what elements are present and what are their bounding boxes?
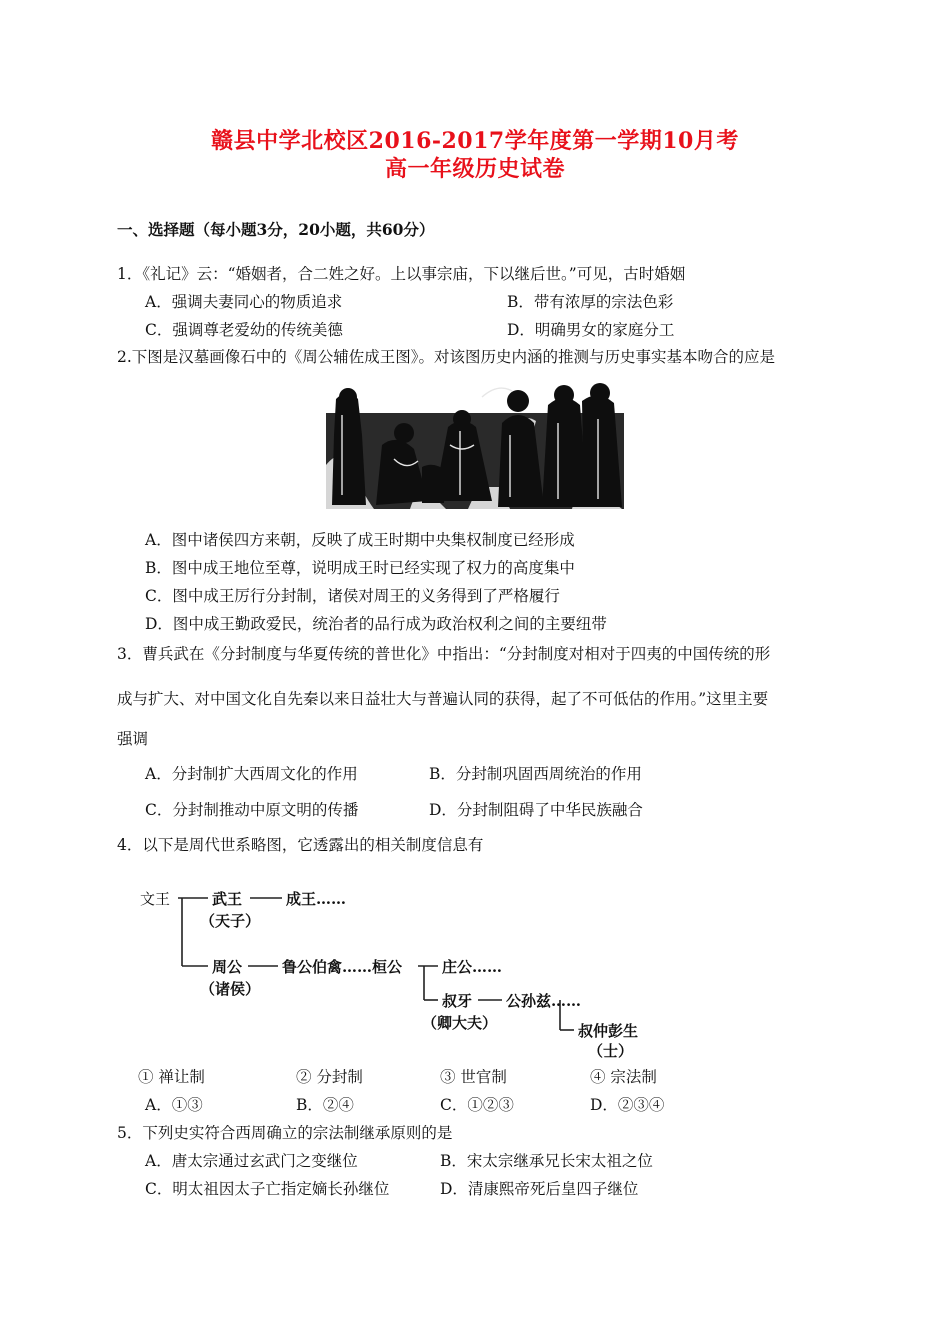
exam-subtitle: 高一年级历史试卷 bbox=[384, 156, 565, 182]
node-zhuhou: （诸侯） bbox=[200, 980, 261, 998]
q4-option-b: B．②④ bbox=[296, 1096, 354, 1114]
node-tianzi: （天子） bbox=[200, 912, 261, 930]
section-heading: 一、选择题（每小题3分，20小题，共60分） bbox=[117, 220, 435, 239]
q1-option-c: C．强调尊老爱幼的传统美德 bbox=[145, 321, 343, 339]
node-qingdafu: （卿大夫） bbox=[422, 1014, 498, 1032]
node-wenwang: 文王 bbox=[140, 890, 171, 908]
node-shuzhong: 叔仲彭生 bbox=[578, 1022, 639, 1040]
q5-option-d: D．清康熙帝死后皇四子继位 bbox=[440, 1180, 639, 1198]
q2-stem: 2.下图是汉墓画像石中的《周公辅佐成王图》。对该图历史内涵的推测与历史事实基本吻合的应是 bbox=[117, 348, 776, 366]
q4-option-c: C．①②③ bbox=[440, 1096, 514, 1114]
node-chengwang: 成王…… bbox=[286, 890, 347, 908]
node-gongsun: 公孙兹…… bbox=[506, 992, 582, 1010]
exam-title: 赣县中学北校区2016-2017学年度第一学期10月考 bbox=[211, 128, 739, 154]
q4-option-a: A．①③ bbox=[145, 1096, 203, 1114]
node-shuya: 叔牙 bbox=[442, 992, 473, 1010]
node-shi: （士） bbox=[588, 1042, 634, 1060]
lineage-diagram bbox=[138, 880, 698, 1060]
q3-stem-line1: 3．曹兵武在《分封制度与华夏传统的普世化》中指出：“分封制度对相对于四夷的中国传统的形 bbox=[117, 645, 771, 663]
q5-option-a: A．唐太宗通过玄武门之变继位 bbox=[145, 1152, 358, 1170]
q3-option-d: D．分封制阻碍了中华民族融合 bbox=[429, 801, 643, 819]
q3-option-b: B．分封制巩固西周统治的作用 bbox=[429, 765, 642, 783]
q5-option-b: B．宋太宗继承兄长宋太祖之位 bbox=[440, 1152, 653, 1170]
node-zhuanggong: 庄公…… bbox=[442, 958, 503, 976]
q2-option-b: B．图中成王地位至尊，说明成王时已经实现了权力的高度集中 bbox=[145, 559, 575, 577]
q3-stem-line3: 强调 bbox=[117, 730, 149, 748]
q2-option-a: A．图中诸侯四方来朝，反映了成王时期中央集权制度已经形成 bbox=[145, 531, 575, 549]
q3-option-a: A．分封制扩大西周文化的作用 bbox=[145, 765, 358, 783]
q4-item-2: ② 分封制 bbox=[296, 1068, 363, 1086]
q1-option-d: D．明确男女的家庭分工 bbox=[507, 321, 675, 339]
node-lugong: 鲁公伯禽……桓公 bbox=[282, 958, 403, 976]
q1-option-a: A．强调夫妻同心的物质追求 bbox=[145, 293, 343, 311]
q4-item-1: ① 禅让制 bbox=[138, 1068, 205, 1086]
q4-stem: 4．以下是周代世系略图，它透露出的相关制度信息有 bbox=[117, 836, 484, 854]
q3-stem-line2: 成与扩大、对中国文化自先秦以来日益壮大与普遍认同的获得，起了不可低估的作用。”这里主要 bbox=[117, 690, 769, 708]
q4-option-d: D．②③④ bbox=[590, 1096, 665, 1114]
q4-item-4: ④ 宗法制 bbox=[590, 1068, 657, 1086]
stone-relief-image bbox=[322, 375, 628, 513]
q2-option-c: C．图中成王厉行分封制，诸侯对周王的义务得到了严格履行 bbox=[145, 587, 560, 605]
node-wuwang: 武王 bbox=[212, 890, 243, 908]
q3-option-c: C．分封制推动中原文明的传播 bbox=[145, 801, 359, 819]
q1-option-b: B．带有浓厚的宗法色彩 bbox=[507, 293, 674, 311]
q1-stem: 1．《礼记》云：“婚姻者，合二姓之好。上以事宗庙，下以继后世。”可见，古时婚姻 bbox=[117, 265, 686, 283]
q5-option-c: C．明太祖因太子亡指定嫡长孙继位 bbox=[145, 1180, 390, 1198]
q4-item-3: ③ 世官制 bbox=[440, 1068, 507, 1086]
q5-stem: 5．下列史实符合西周确立的宗法制继承原则的是 bbox=[117, 1124, 453, 1142]
node-zhougong: 周公 bbox=[212, 958, 243, 976]
q2-option-d: D．图中成王勤政爱民，统治者的品行成为政治权利之间的主要纽带 bbox=[145, 615, 607, 633]
